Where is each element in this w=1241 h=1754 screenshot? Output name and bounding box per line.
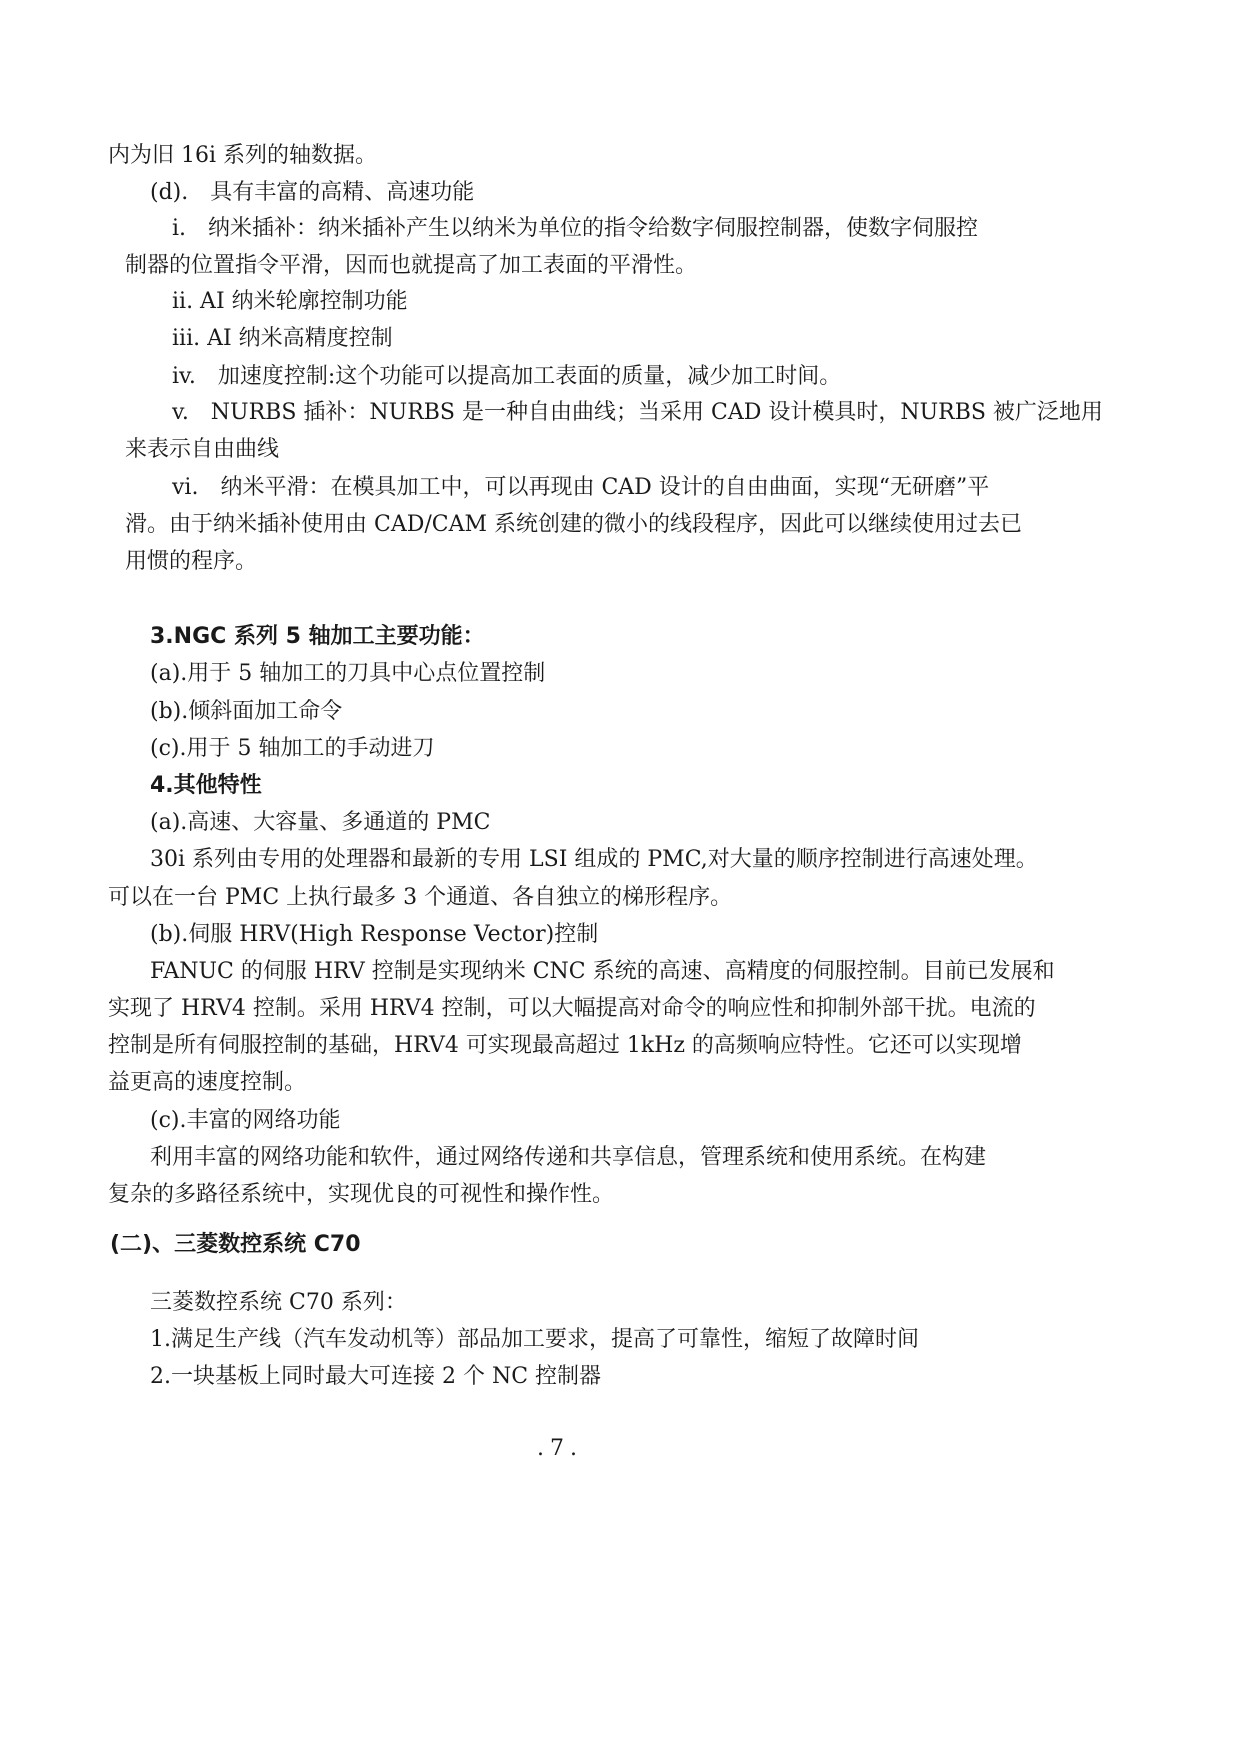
list-item: v. NURBS 插补：NURBS 是一种自由曲线；当采用 CAD 设计模具时，NURBS 被广泛地用 [172,400,1103,425]
page-number: .7. [537,1436,583,1461]
list-item: iv. 加速度控制:这个功能可以提高加工表面的质量，减少加工时间。 [172,364,842,389]
text-line: 益更高的速度控制。 [108,1070,307,1095]
text-line: 三菱数控系统 C70 系列： [150,1290,407,1315]
section-heading: 3.NGC 系列 5 轴加工主要功能： [150,624,485,649]
list-item: (c).丰富的网络功能 [150,1108,341,1133]
list-item: 2.一块基板上同时最大可连接 2 个 NC 控制器 [150,1364,602,1389]
text-line: 复杂的多路径系统中，实现优良的可视性和操作性。 [108,1182,615,1207]
list-item: vi. 纳米平滑：在模具加工中，可以再现由 CAD 设计的自由曲面，实现“无研磨”平 [172,475,990,500]
section-heading: 4.其他特性 [150,773,262,798]
list-item: 1.满足生产线（汽车发动机等）部品加工要求，提高了可靠性，缩短了故障时间 [150,1327,919,1352]
text-line: FANUC 的伺服 HRV 控制是实现纳米 CNC 系统的高速、高精度的伺服控制。目前已发展和 [150,959,1055,984]
list-item: (b).伺服 HRV(High Response Vector)控制 [150,922,599,947]
list-item: ii. AI 纳米轮廓控制功能 [172,289,408,314]
text-line: 滑。由于纳米插补使用由 CAD/CAM 系统创建的微小的线段程序，因此可以继续使用过去已 [125,512,1023,537]
text-line: 内为旧 16i 系列的轴数据。 [108,143,378,168]
text-line: 实现了 HRV4 控制。采用 HRV4 控制，可以大幅提高对命令的响应性和抑制外部干扰。电流的 [108,996,1036,1021]
text-line: 用惯的程序。 [125,549,258,574]
text-line: 来表示自由曲线 [125,437,280,462]
text-line: 利用丰富的网络功能和软件，通过网络传递和共享信息，管理系统和使用系统。在构建 [150,1145,987,1170]
chapter-heading: (二)、三菱数控系统 C70 [110,1232,361,1257]
list-item: (a).高速、大容量、多通道的 PMC [150,810,491,835]
list-item: (c).用于 5 轴加工的手动进刀 [150,736,435,761]
list-item: (a).用于 5 轴加工的刀具中心点位置控制 [150,661,546,686]
list-item: (d). 具有丰富的高精、高速功能 [150,180,475,205]
text-line: 30i 系列由专用的处理器和最新的专用 LSI 组成的 PMC,对大量的顺序控制进行高速处理。 [150,847,1038,872]
text-line: 可以在一台 PMC 上执行最多 3 个通道、各自独立的梯形程序。 [108,885,733,910]
text-line: 控制是所有伺服控制的基础，HRV4 可实现最高超过 1kHz 的高频响应特性。它还可以实现增 [108,1033,1022,1058]
list-item: (b).倾斜面加工命令 [150,699,343,724]
list-item: i. 纳米插补：纳米插补产生以纳米为单位的指令给数字伺服控制器，使数字伺服控 [172,216,979,241]
list-item: iii. AI 纳米高精度控制 [172,326,393,351]
text-line: 制器的位置指令平滑，因而也就提高了加工表面的平滑性。 [125,253,698,278]
